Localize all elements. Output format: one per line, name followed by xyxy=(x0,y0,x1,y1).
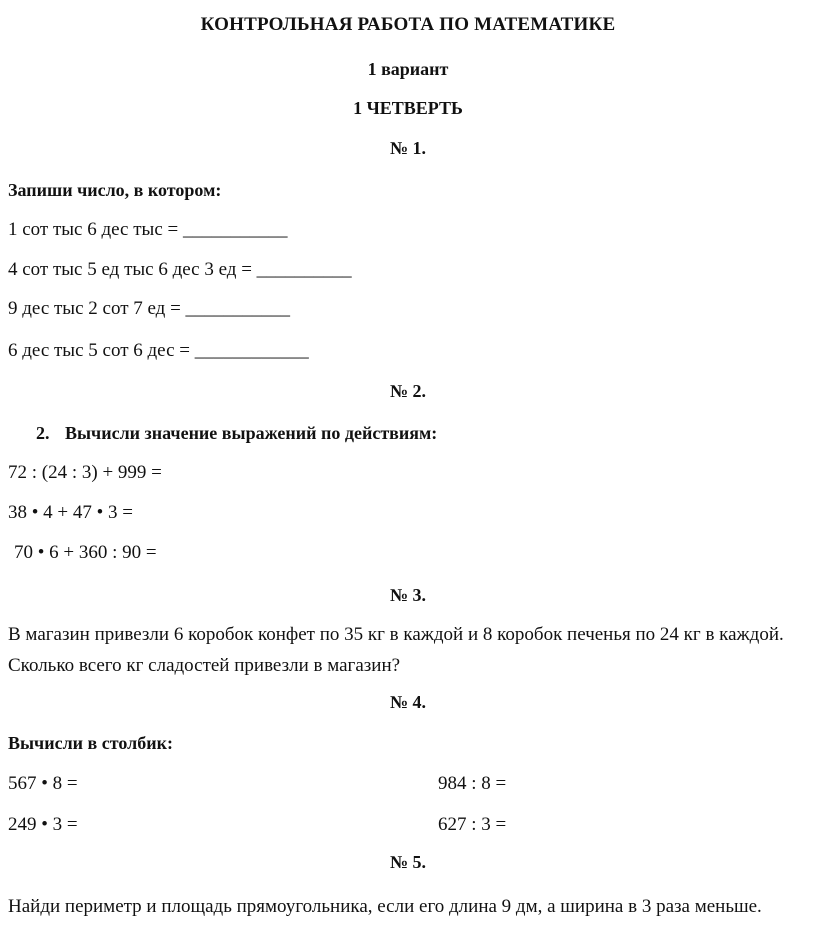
task-4-expression: 984 : 8 = xyxy=(438,773,507,794)
task-1-instruction: Запиши число, в котором: xyxy=(8,180,222,200)
task-1-line: 4 сот тыс 5 ед тыс 6 дес 3 ед = __________ xyxy=(8,259,352,280)
task-4-expression: 249 • 3 = xyxy=(8,814,78,835)
variant-label: 1 вариант xyxy=(367,59,449,79)
task-4-expression: 567 • 8 = xyxy=(8,773,78,794)
task-2-expression: 72 : (24 : 3) + 999 = xyxy=(8,462,162,483)
task-2-instruction: Вычисли значение выражений по действиям: xyxy=(65,423,438,443)
task-2-expression: 70 • 6 + 360 : 90 = xyxy=(14,542,157,563)
task-4-number: № 4. xyxy=(389,692,427,712)
task-5-text: Найди периметр и площадь прямоугольника, если его длина 9 дм, а ширина в 3 раза меньше. xyxy=(8,896,762,917)
page-title: КОНТРОЛЬНАЯ РАБОТА ПО МАТЕМАТИКЕ xyxy=(200,14,616,35)
task-1-line: 1 сот тыс 6 дес тыс = ___________ xyxy=(8,219,288,240)
task-5-number: № 5. xyxy=(389,852,427,872)
quarter-label: 1 ЧЕТВЕРТЬ xyxy=(353,98,463,118)
task-1-number: № 1. xyxy=(389,138,427,158)
task-1-line: 6 дес тыс 5 сот 6 дес = ____________ xyxy=(8,340,309,361)
task-3-number: № 3. xyxy=(389,585,427,605)
task-4-expression: 627 : 3 = xyxy=(438,814,507,835)
task-2-number: № 2. xyxy=(389,381,427,401)
task-2-expression: 38 • 4 + 47 • 3 = xyxy=(8,502,133,523)
task-3-text: В магазин привезли 6 коробок конфет по 35 кг в каждой и 8 коробок печенья по 24 кг в каждой. Сколько всего кг сладостей привезли в магазин? xyxy=(8,624,784,676)
task-2-list-marker: 2. xyxy=(36,423,50,443)
task-1-line: 9 дес тыс 2 сот 7 ед = ___________ xyxy=(8,298,291,319)
task-4-instruction: Вычисли в столбик: xyxy=(8,733,173,753)
